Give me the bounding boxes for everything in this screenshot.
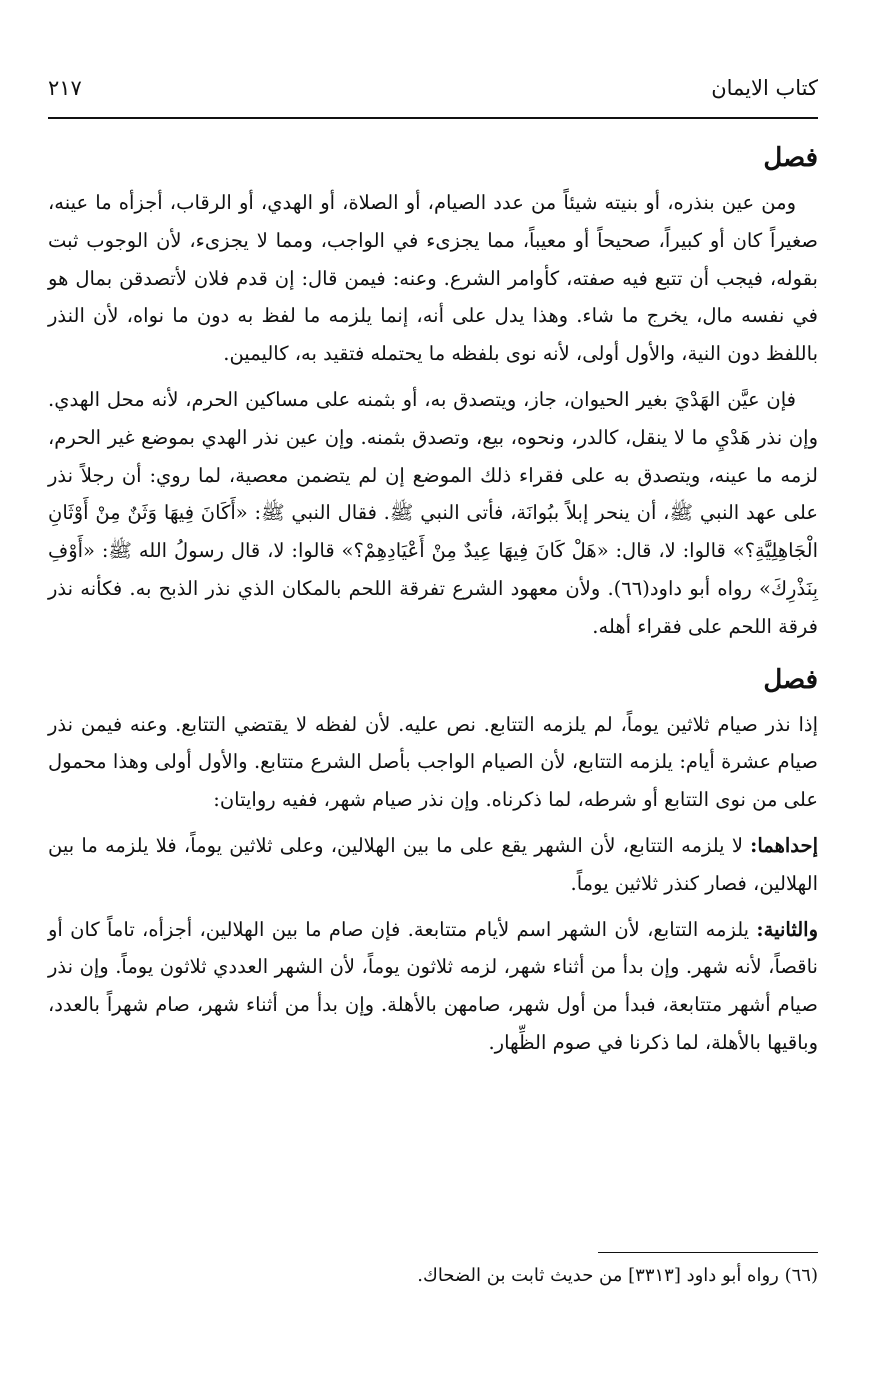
- book-title: كتاب الايمان: [711, 76, 818, 100]
- paragraph-second-narration: [48, 911, 818, 1062]
- narration-label: والثانية:: [756, 917, 818, 941]
- footnote-divider: [598, 1252, 818, 1253]
- narration-label: إحداهما:: [750, 833, 818, 857]
- header-divider: [48, 117, 818, 119]
- narration-text: لا يلزمه التتابع، لأن الشهر يقع على ما بين الهلالين، وعلى ثلاثين يوماً، فلا يلزمه ما بين الهلالين، فصار كنذر ثلاثين يوماً.: [48, 833, 818, 895]
- running-header: [48, 70, 818, 106]
- paragraph: ومن عين بنذره، أو بنيته شيئاً من عدد الصيام، أو الصلاة، أو الهدي، أو الرقاب، أجزأه ما عينه، صغيراً كان أو كبيراً، صحيحاً أو معيباً، مما يجزىء في الواجب، ومما لا يجزىء، لأن الوجوب ثبت بقوله، فيجب أن تتبع فيه صفته، كأوامر الشرع. وعنه: فيمن قال: إن قدم فلان لأتصدقن بمال هو في نفسه مال، يخرج ما شاء. وهذا يدل على أنه، إنما يلزمه ما لفظ به دون ما نواه، لأن النذر باللفظ دون النية، والأول أولى، لأنه نوى بلفظه ما يحتمله فتقيد به، كاليمين.: [48, 191, 818, 366]
- paragraph: إذا نذر صيام ثلاثين يوماً، لم يلزمه التتابع. نص عليه. لأن لفظه لا يقتضي التتابع. وعنه فيمن نذر صيام عشرة أيام: يلزمه التتابع، لأن الصيام الواجب بأصل الشرع متتابع. والأول أولى وهذا محمول على من نوى التتابع أو شرطه، لما ذكرناه. وإن نذر صيام شهر، ففيه روايتان:: [48, 712, 818, 812]
- section-heading: فصل: [763, 664, 818, 695]
- main-text: [48, 132, 818, 1070]
- narration-text: يلزمه التتابع، لأن الشهر اسم لأيام متتابعة. فإن صام ما بين الهلالين، أجزأه، تاماً كان أو ناقصاً، لأنه شهر. وإن بدأ من أثناء شهر، لزمه ثلاثون يوماً، لأن الشهر العددي ثلاثون يوماً. وإن نذر صيام أشهر متتابعة، فبدأ من أول شهر، صامهن بالأهلة. وإن بدأ من أثناء شهر، صام شهراً بالعدد، وباقيها بالأهلة، لما ذكرنا في صوم الظِّهار.: [48, 917, 818, 1054]
- section-heading: فصل: [763, 143, 818, 173]
- paragraph-first-narration: [48, 827, 818, 903]
- paragraph: فإن عيَّن الهَدْيَ بغير الحيوان، جاز، ويتصدق به، أو بثمنه على مساكين الحرم، لأنه محل الهدي. وإن نذر هَدْيِ ما لا ينقل، كالدر، ونحوه، بيع، وتصدق بثمنه. وإن عين نذر الهدي بموضع غير الحرم، لزمه ما عينه، ويتصدق به على فقراء ذلك الموضع إن لم يتضمن معصية، لما روي: أن رجلاً نذر على عهد النبي ﷺ، أن ينحر إبلاً ببُوانَة، فأتى النبي ﷺ. فقال النبي ﷺ: «أَكَانَ فِيهَا وَثَنٌ مِنْ أَوْثَانِ الْجَاهِلِيَّةِ؟» قالوا: لا، قال: «هَلْ كَانَ فِيهَا عِيدٌ مِنْ أَعْيَادِهِمْ؟» قالوا: لا، قال رسولُ الله ﷺ: «أَوْفِ بِنَذْرِكَ» رواه أبو داود(٦٦). ولأن معهود الشرع تفرقة اللحم بالمكان الذي نذر الذبح به. فكأنه نذر فرقة اللحم على فقراء أهله.: [48, 387, 819, 638]
- footnote: (٦٦) رواه أبو داود [٣٣١٣] من حديث ثابت بن الضحاك.: [417, 1265, 818, 1286]
- page-number: ٢١٧: [48, 76, 82, 100]
